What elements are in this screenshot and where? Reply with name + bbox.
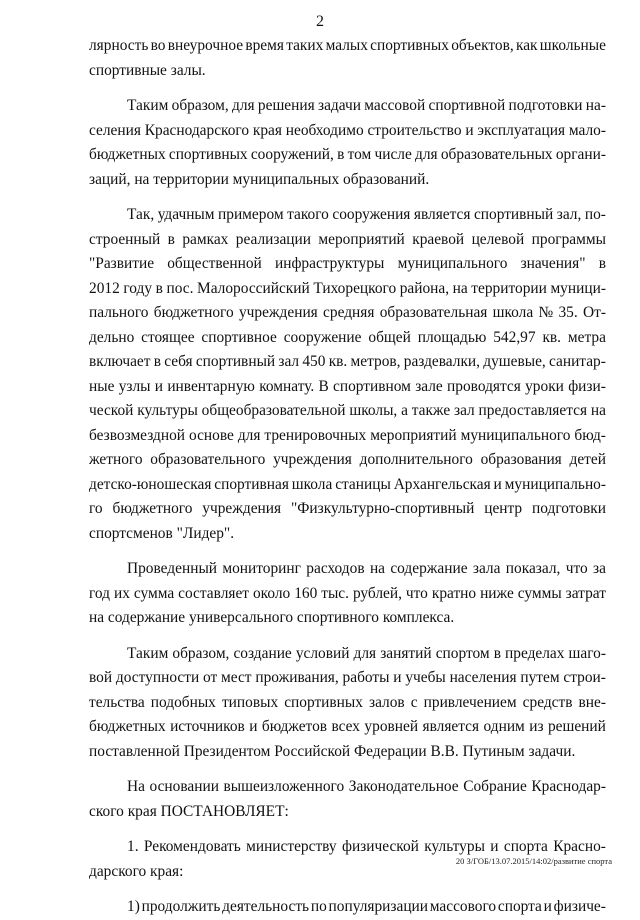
text-line: Проведенный мониторинг расходов на содержание зала показал, что за: [127, 560, 606, 577]
text-line: 1. Рекомендовать министерству физической культуры и спорта Красно-: [127, 838, 606, 855]
text-line: 2012 году в пос. Малороссийский Тихорецкого района, на территории муници-: [89, 279, 606, 297]
text-line: строенный в рамках реализации мероприятий краевой целевой программы: [89, 230, 606, 248]
text-line: детско-юношеская спортивная школа станицы Архангельская и муниципально-: [89, 475, 606, 493]
text-line: селения Краснодарского края необходимо строительство и эксплуатация мало-: [89, 121, 606, 139]
text-line: безвозмездной основе для тренировочных мероприятий муниципального бюд-: [89, 426, 606, 444]
page-number: 2: [316, 13, 324, 30]
paragraph-gap: [89, 83, 606, 94]
text-line: ческой культуры общеобразовательной школы, а также зал предоставляется на: [89, 402, 606, 419]
paragraph: [89, 642, 606, 765]
text-line: тельства подобных типовых спортивных залов с привлечением средств вне-: [89, 693, 606, 711]
paragraph: [89, 94, 606, 192]
text-line: включает в себя спортивный зал 450 кв. метров, раздевалки, душевые, санитар-: [89, 353, 606, 370]
text-line: ные узлы и инвентарную комнату. В спортивном зале проводятся уроки физи-: [89, 377, 606, 395]
paragraph: [89, 34, 606, 83]
text-line: Таким образом, для решения задачи массовой спортивной подготовки на-: [127, 97, 606, 114]
text-line: спортсменов "Лидер".: [89, 524, 235, 542]
paragraph: [89, 557, 606, 631]
paragraph-gap: [89, 546, 606, 557]
paragraph-gap: [89, 824, 606, 835]
paragraph-gap: [89, 884, 606, 895]
text-line: пального бюджетного учреждения средняя образовательная школа № 35. От-: [89, 304, 606, 321]
paragraph: [89, 775, 606, 824]
text-line: заций, на территории муниципальных образований.: [89, 170, 430, 188]
text-line: бюджетных источников и бюджетов всех уровней является одним из решений: [89, 718, 606, 735]
text-line: год их сумма составляет около 160 тыс. рублей, что кратно ниже суммы затрат: [89, 584, 606, 602]
text-line: го бюджетного учреждения "Физкультурно-спортивный центр подготовки: [89, 500, 606, 517]
text-line: жетного образовательного учреждения дополнительного образования детей: [89, 451, 606, 468]
text-line: бюджетных спортивных сооружений, в том числе для образовательных органи-: [89, 146, 606, 163]
document-body: [89, 34, 606, 920]
text-line: ского края ПОСТАНОВЛЯЕТ:: [89, 802, 289, 820]
text-line: Так, удачным примером такого сооружения является спортивный зал, по-: [127, 206, 606, 223]
text-line: дельно стоящее спортивное сооружение общей площадью 542,97 кв. метра: [89, 328, 606, 346]
text-line: на содержание универсального спортивного комплекса.: [89, 609, 455, 626]
paragraph-gap: [89, 631, 606, 642]
text-line: Таким образом, создание условий для занятий спортом в пределах шаго-: [127, 644, 606, 662]
text-line: На основании вышеизложенного Законодательное Собрание Краснодар-: [127, 778, 606, 795]
text-line: вой доступности от мест проживания, работы и учебы населения путем строи-: [89, 669, 606, 686]
paragraph: [89, 203, 606, 546]
text-line: дарского края:: [89, 862, 184, 880]
text-line: спортивные залы.: [89, 61, 206, 79]
text-line: 1) продолжить деятельность по популяризации массового спорта и физиче-: [127, 898, 606, 915]
text-line: лярность во внеурочное время таких малых спортивных объектов, как школьные: [89, 37, 606, 54]
paragraph-gap: [89, 192, 606, 203]
text-line: "Развитие общественной инфраструктуры муниципального значения" в: [89, 255, 606, 272]
text-line: поставленной Президентом Российской Федерации В.В. Путиным задачи.: [89, 742, 576, 760]
paragraph: [89, 895, 606, 920]
footer-document-code: 20 З/ГОБ/13.07.2015/14:02/развитие спорта: [455, 856, 612, 866]
paragraph-gap: [89, 764, 606, 775]
